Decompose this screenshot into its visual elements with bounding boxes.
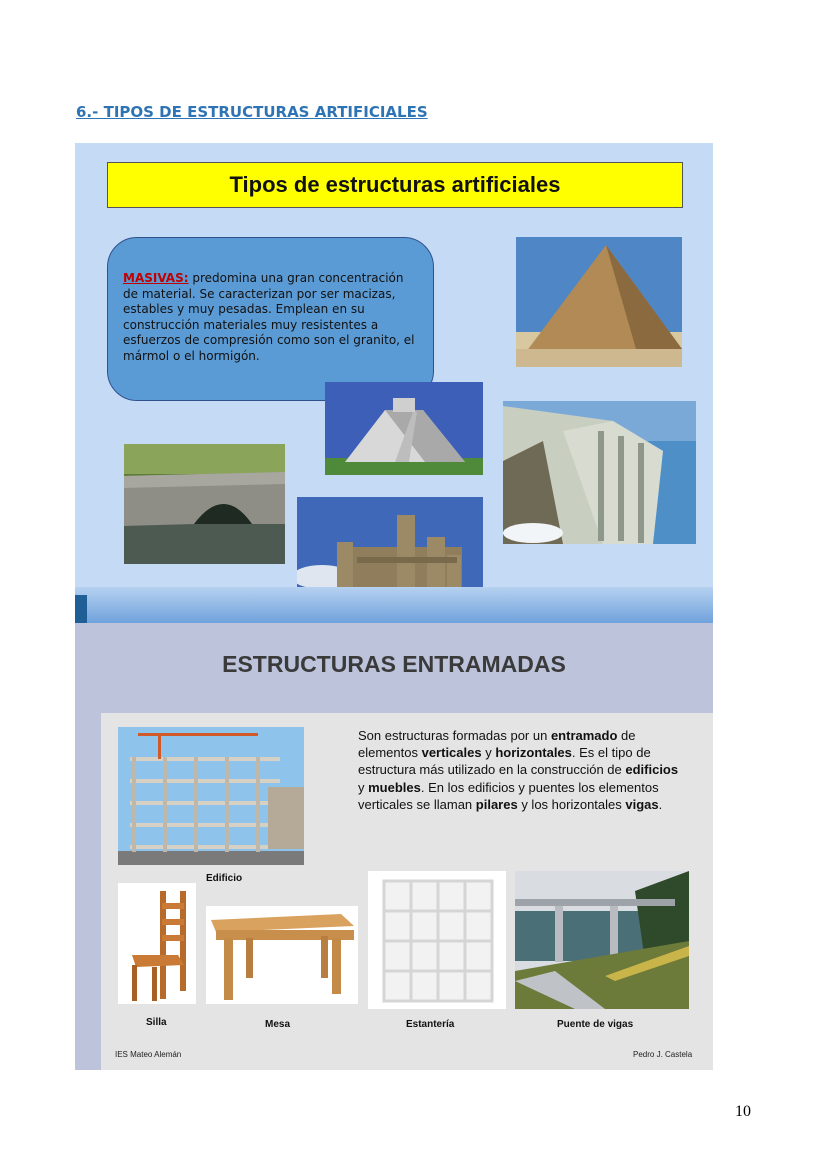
text-bold: entramado: [550, 728, 618, 743]
text-part: .: [658, 796, 663, 812]
slide-bottom-band: [75, 587, 713, 623]
text-part: y: [481, 745, 496, 761]
slide-title: Tipos de estructuras artificiales: [107, 162, 683, 208]
masivas-label: MASIVAS:: [123, 271, 189, 285]
text-bold: pilares: [475, 796, 518, 812]
text-bold: vigas: [625, 796, 659, 812]
text-bold: edificios: [625, 762, 679, 778]
text-part: de elementos: [358, 728, 636, 761]
text-part: . Es el tipo de estructura más utilizado en la construcción de: [358, 745, 651, 778]
page-number: 10: [735, 1103, 751, 1120]
pyramid-photo: [516, 237, 682, 367]
caption-mesa: Mesa: [265, 1019, 291, 1030]
caption-edificio: Edificio: [206, 873, 243, 884]
entramadas-description: [358, 727, 688, 813]
shelf-photo: [368, 871, 506, 1009]
slide-title: ESTRUCTURAS ENTRAMADAS: [222, 651, 566, 677]
footer-school: IES Mateo Alemán: [115, 1050, 182, 1059]
footer-author: Pedro J. Castela: [633, 1050, 693, 1059]
stone-bridge-photo: [124, 444, 285, 564]
caption-estanteria: Estantería: [406, 1019, 455, 1030]
text-bold: muebles: [368, 779, 421, 795]
caption-silla: Silla: [146, 1017, 167, 1028]
caption-puente: Puente de vigas: [557, 1019, 634, 1030]
masivas-text: predomina una gran concentración de material. Se caracterizan por ser macizas, estables y muy pesadas. Emplean en su construcción materiales muy resistentes a esfuerzos de compresión como son el granito, el mármol o el hormigón.: [123, 271, 415, 363]
slide-masivas: [75, 143, 713, 623]
mayan-pyramid-photo: [325, 382, 483, 475]
slide-entramadas: [75, 623, 713, 1070]
section-heading: 6.- TIPOS DE ESTRUCTURAS ARTIFICIALES: [76, 103, 428, 121]
text-part: . En los edificios y puentes los elementos verticales se llaman: [358, 779, 659, 812]
building-frame-photo: [118, 727, 304, 865]
beam-bridge-photo: [515, 871, 689, 1009]
chair-photo: [118, 883, 196, 1004]
content-panel: [101, 713, 713, 1070]
text-bold: horizontales: [495, 745, 572, 761]
masivas-callout: [107, 237, 434, 401]
text-part: Son estructuras formadas por un: [358, 728, 551, 743]
text-part: y: [358, 779, 369, 795]
table-photo: [206, 906, 358, 1004]
dam-photo: [503, 401, 696, 544]
text-bold: verticales: [421, 745, 482, 761]
text-part: y los horizontales: [517, 796, 626, 812]
